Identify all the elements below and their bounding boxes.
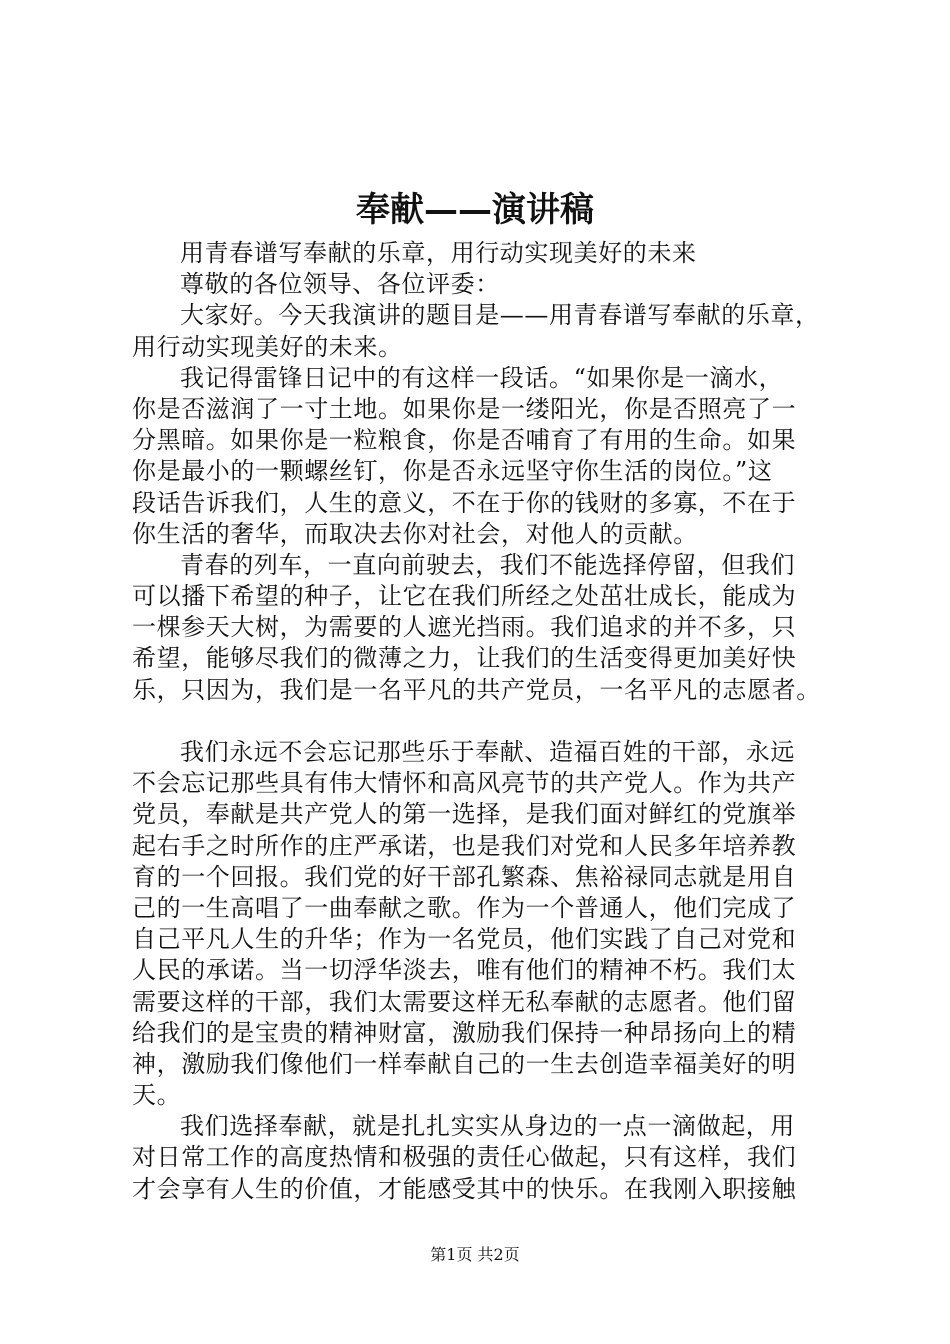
text-line: 自己平凡人生的升华；作为一名党员，他们实践了自己对党和 bbox=[132, 925, 797, 954]
text-line: 人民的承诺。当一切浮华淡去，唯有他们的精神不朽。我们太 bbox=[132, 956, 797, 985]
text-line: 青春的列车，一直向前驶去，我们不能选择停留，但我们 bbox=[180, 550, 795, 579]
text-line: 起右手之时所作的庄严承诺，也是我们对党和人民多年培养教 bbox=[132, 831, 797, 860]
text-line: 育的一个回报。我们党的好干部孔繁森、焦裕禄同志就是用自 bbox=[132, 862, 797, 891]
text-line: 分黑暗。如果你是一粒粮食，你是否哺育了有用的生命。如果 bbox=[132, 426, 797, 455]
text-line: 我记得雷锋日记中的有这样一段话。“如果你是一滴水， bbox=[180, 363, 784, 392]
text-line: 可以播下希望的种子，让它在我们所经之处茁壮成长，能成为 bbox=[132, 582, 797, 611]
text-line: 乐，只因为，我们是一名平凡的共产党员，一名平凡的志愿者。 bbox=[132, 675, 821, 704]
text-line: 不会忘记那些具有伟大情怀和高风亮节的共产党人。作为共产 bbox=[132, 769, 797, 798]
text-line: 需要这样的干部，我们太需要这样无私奉献的志愿者。他们留 bbox=[132, 987, 797, 1016]
page-footer: 第1页 共2页 bbox=[430, 1245, 520, 1264]
text-line: 大家好。今天我演讲的题目是——用青春谱写奉献的乐章， bbox=[180, 301, 820, 330]
text-line: 一棵参天大树，为需要的人遮光挡雨。我们追求的并不多，只 bbox=[132, 613, 797, 642]
text-line: 给我们的是宝贵的精神财富，激励我们保持一种昂扬向上的精 bbox=[132, 1018, 797, 1047]
text-line: 我们永远不会忘记那些乐于奉献、造福百姓的干部，永远 bbox=[180, 738, 795, 766]
text-line: 才会享有人生的价值，才能感受其中的快乐。在我刚入职接触 bbox=[132, 1174, 797, 1203]
text-line: 党员，奉献是共产党人的第一选择，是我们面对鲜红的党旗举 bbox=[132, 800, 797, 829]
text-line: 神，激励我们像他们一样奉献自己的一生去创造幸福美好的明 bbox=[132, 1049, 797, 1078]
text-line: 希望，能够尽我们的微薄之力，让我们的生活变得更加美好快 bbox=[132, 644, 797, 673]
text-line: 你是最小的一颗螺丝钉，你是否永远坚守你生活的岗位。”这 bbox=[132, 457, 773, 486]
text-line: 你是否滋润了一寸土地。如果你是一缕阳光，你是否照亮了一 bbox=[132, 394, 797, 423]
text-line: 对日常工作的高度热情和极强的责任心做起，只有这样，我们 bbox=[132, 1143, 797, 1172]
text-line: 你生活的奢华，而取决去你对社会，对他人的贡献。 bbox=[132, 519, 698, 548]
text-line: 尊敬的各位领导、各位评委： bbox=[180, 270, 500, 299]
text-line: 我们选择奉献，就是扎扎实实从身边的一点一滴做起，用 bbox=[180, 1112, 795, 1141]
text-line: 段话告诉我们，人生的意义，不在于你的钱财的多寡，不在于 bbox=[132, 488, 797, 517]
blank-line bbox=[132, 706, 832, 737]
document-body bbox=[132, 238, 832, 1205]
document-title: 奉献——演讲稿 bbox=[356, 190, 594, 230]
text-line: 用行动实现美好的未来。 bbox=[132, 332, 403, 361]
text-line: 用青春谱写奉献的乐章，用行动实现美好的未来 bbox=[180, 239, 697, 267]
text-line: 天。 bbox=[132, 1081, 182, 1110]
text-line: 己的一生高唱了一曲奉献之歌。作为一个普通人，他们完成了 bbox=[132, 893, 797, 922]
